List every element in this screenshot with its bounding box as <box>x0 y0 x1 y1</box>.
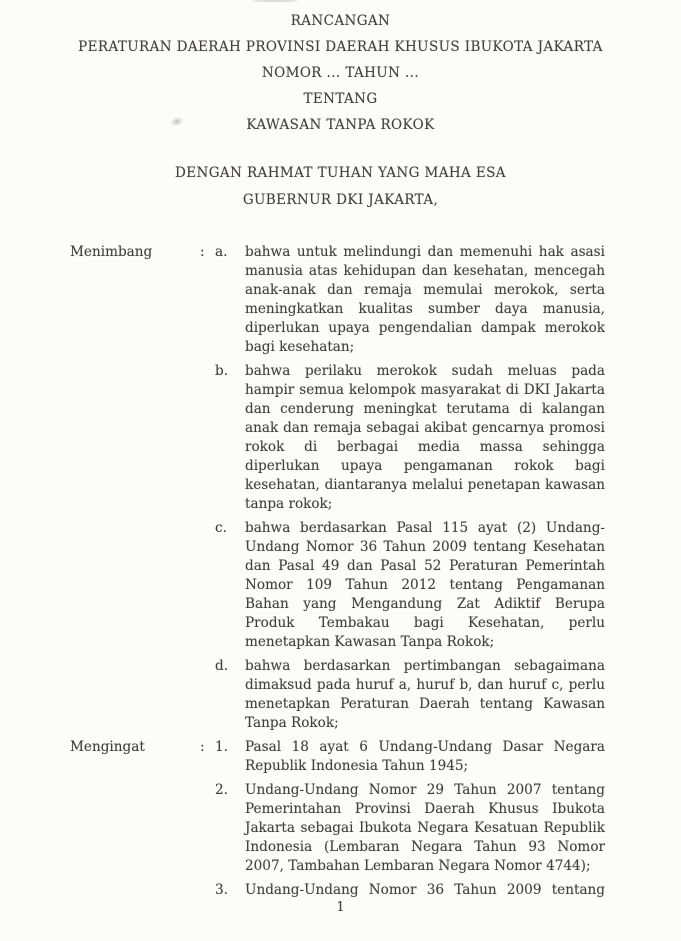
colon-spacer <box>200 519 215 652</box>
item-row-mengingat-3 <box>0 881 681 900</box>
item-text: Undang-Undang Nomor 29 Tahun 2007 tentang Pemerintahan Provinsi Daerah Khusus Ibukota Jakarta sebagai Ibukota Negara Kesatuan Republik Indonesia (Lembaran Negara Tahun 93 Nomor 2007, Tambahan Lembaran Negara Nomor 4744); <box>245 782 605 874</box>
considerations-body <box>0 243 681 900</box>
item-text: Pasal 18 ayat 6 Undang-Undang Dasar Negara Republik Indonesia Tahun 1945; <box>245 739 605 774</box>
item-text: bahwa berdasarkan Pasal 115 ayat (2) Undang-Undang Nomor 36 Tahun 2009 tentang Kesehatan dan Pasal 49 dan Pasal 52 Peraturan Pemerintah Nomor 109 Tahun 2012 tentang Pengamanan Bahan yang Mengandung Zat Adiktif Berupa Produk Tembakau bagi Kesehatan, perlu menetapkan Kawasan Tanpa Rokok; <box>245 520 605 650</box>
item-row-menimbang-a <box>0 243 681 357</box>
item-text: bahwa perilaku merokok sudah meluas pada hampir semua kelompok masyarakat di DKI Jakarta dan cenderung meningkat terutama di kalangan anak dan remaja sebagai akibat gencarnya promosi rokok di berbagai media massa sehingga diperlukan upaya pengamanan rokok bagi kesehatan, diantaranya melalui penetapan kawasan tanpa rokok; <box>245 363 605 512</box>
item-text: bahwa berdasarkan pertimbangan sebagaimana dimaksud pada huruf a, huruf b, dan huruf c, perlu menetapkan Peraturan Daerah tentang Kawasan Tanpa Rokok; <box>245 658 605 731</box>
preamble-line-gubernur: GUBERNUR DKI JAKARTA, <box>242 192 439 208</box>
item-row-menimbang-c <box>0 519 681 652</box>
label-spacer <box>70 519 200 652</box>
item-marker: b. <box>215 363 229 379</box>
section-label-menimbang: Menimbang <box>70 244 153 260</box>
page-number: 1 <box>336 900 345 915</box>
document-header <box>0 0 681 138</box>
doc-title-line-tentang: TENTANG <box>303 91 378 107</box>
doc-title-line-nomor: NOMOR ... TAHUN ... <box>261 65 420 81</box>
scan-artifact-top <box>252 0 298 2</box>
item-marker: 3. <box>215 882 228 898</box>
preamble <box>0 160 681 214</box>
item-text: bahwa untuk melindungi dan memenuhi hak asasi manusia atas kehidupan dan kesehatan, mencegah anak-anak dan remaja memulai merokok, serta meningkatkan kualitas sumber daya manusia, diperlukan upaya pengendalian dampak merokok bagi kesehatan; <box>245 244 605 355</box>
label-spacer <box>70 657 200 733</box>
colon-spacer <box>200 881 215 900</box>
doc-title-line-rancangan: RANCANGAN <box>290 13 391 29</box>
item-marker: a. <box>215 244 228 260</box>
label-spacer <box>70 881 200 900</box>
section-colon: : <box>200 244 205 260</box>
item-row-mengingat-2 <box>0 781 681 876</box>
label-spacer <box>70 781 200 876</box>
item-marker: c. <box>215 520 227 536</box>
section-colon: : <box>200 739 205 755</box>
section-label-mengingat: Mengingat <box>70 739 145 755</box>
item-marker: 2. <box>215 782 228 798</box>
preamble-line-rahmat: DENGAN RAHMAT TUHAN YANG MAHA ESA <box>175 165 506 181</box>
item-row-menimbang-b <box>0 362 681 514</box>
item-row-menimbang-d <box>0 657 681 733</box>
item-row-mengingat-1 <box>0 738 681 776</box>
item-marker: d. <box>215 658 229 674</box>
colon-spacer <box>200 781 215 876</box>
colon-spacer <box>200 362 215 514</box>
doc-title-line-peraturan: PERATURAN DAERAH PROVINSI DAERAH KHUSUS IBUKOTA JAKARTA <box>78 39 603 55</box>
colon-spacer <box>200 657 215 733</box>
label-spacer <box>70 362 200 514</box>
item-marker: 1. <box>215 739 228 755</box>
doc-title-line-kawasan: KAWASAN TANPA ROKOK <box>246 117 435 133</box>
item-text-continued: Undang-Undang Nomor 36 Tahun 2009 tentang <box>245 882 605 898</box>
